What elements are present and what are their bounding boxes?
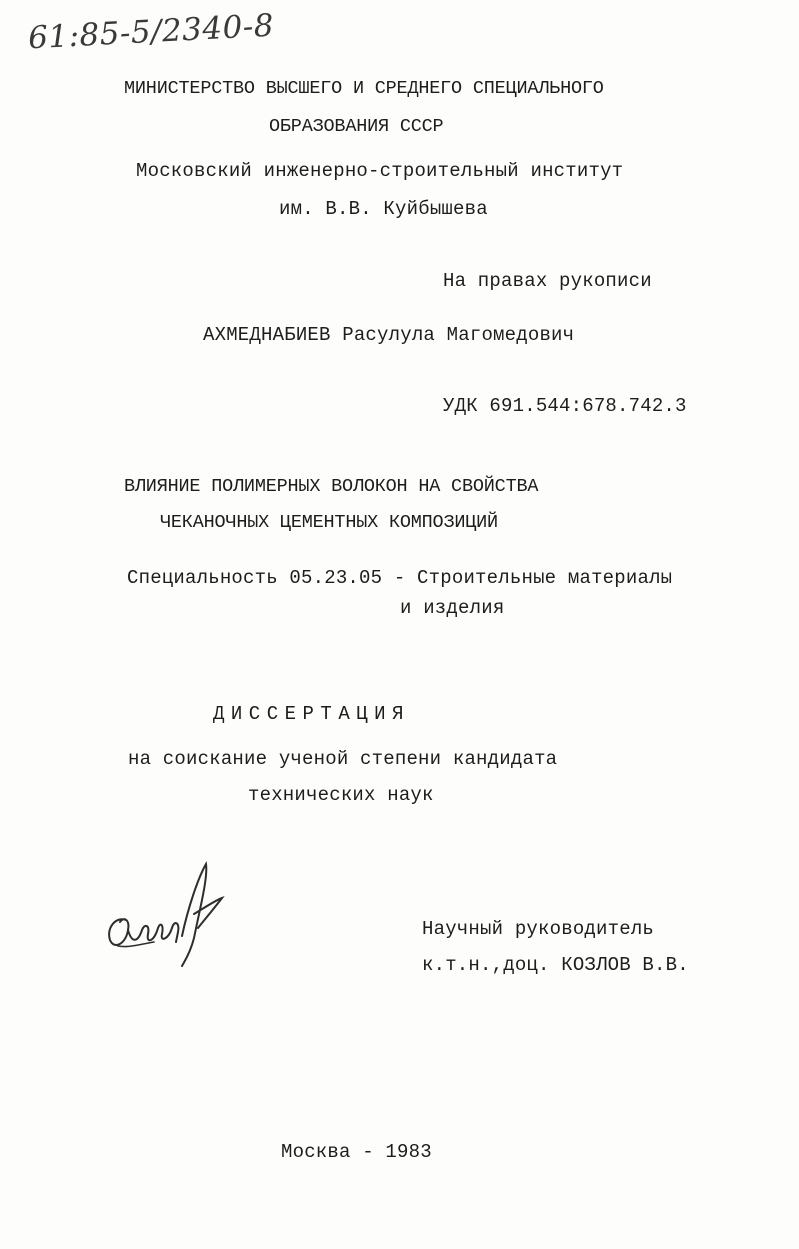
supervisor-line-1: Научный руководитель: [422, 918, 655, 940]
ministry-line-2: ОБРАЗОВАНИЯ СССР: [269, 116, 444, 137]
title-line-1: ВЛИЯНИЕ ПОЛИМЕРНЫХ ВОЛОКОН НА СВОЙСТВА: [124, 476, 539, 497]
udc-code: УДК 691.544:678.742.3: [443, 395, 687, 417]
dissertation-heading: ДИССЕРТАЦИЯ: [213, 703, 410, 725]
institute-line-1: Московский инженерно-строительный институт: [136, 160, 624, 182]
dissertation-line-2: технических наук: [248, 784, 434, 806]
title-line-2: ЧЕКАНОЧНЫХ ЦЕМЕНТНЫХ КОМПОЗИЦИЙ: [160, 512, 498, 533]
institute-line-2: им. В.В. Куйбышева: [279, 198, 488, 220]
specialty-line-2: и изделия: [400, 597, 505, 619]
archive-number-handwritten: 61:85-5/2340-8: [27, 7, 275, 57]
footer-city-year: Москва - 1983: [281, 1141, 432, 1163]
ministry-line-1: МИНИСТЕРСТВО ВЫСШЕГО И СРЕДНЕГО СПЕЦИАЛЬНОГО: [124, 78, 604, 99]
dissertation-line-1: на соискание ученой степени кандидата: [128, 748, 558, 770]
manuscript-rights: На правах рукописи: [443, 270, 652, 292]
signature: [98, 858, 238, 968]
supervisor-line-2: к.т.н.,доц. КОЗЛОВ В.В.: [422, 954, 689, 976]
author-name: АХМЕДНАБИЕВ Расулула Магомедович: [203, 324, 575, 346]
specialty-line-1: Специальность 05.23.05 - Строительные материалы: [127, 567, 673, 589]
